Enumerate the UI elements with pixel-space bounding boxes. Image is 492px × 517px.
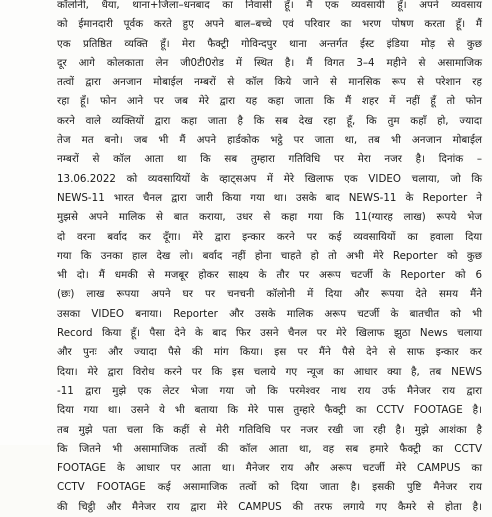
text-line: दिया गया था। उसने ये भी बताया कि मेरे पास तुम्हारे फैक्ट्री का CCTV FOOTAGE है।: [57, 404, 482, 417]
text-line: उसका VIDEO बनाया। Reporter और उसके मालिक अरूप चटर्जी के बातचीत को भी: [57, 307, 482, 320]
text-line: कि जितने भी असामाजिक तत्वों की कॉल आता था, वह सब हमारे फैक्ट्री का CCTV: [57, 442, 482, 455]
text-line: भी दो। मैं धमकी से मजबूर होकर साक्ष्य के तौर पर अरूप चटर्जी के Reporter को 6: [57, 269, 482, 282]
text-line: (छः) लाख रूपया अपने घर पर चनचनी कॉलोनी में दिया और रूपया देते समय मैंने: [57, 288, 482, 301]
text-line: दिया। मेरे द्वारा विरोध करने पर कि इस चलाये गए न्यूज का आधार क्या है, तब NEWS: [57, 365, 482, 378]
left-margin: [0, 0, 50, 445]
text-line: -11 द्वारा मुझे एक लेटर भेजा गया जो कि परमेश्वर नाथ राय उर्फ मैनेजर राय द्वारा: [57, 384, 482, 397]
text-line: की चिट्ठी और मैनेजर राय द्वारा मेरे CAMPUS की तरफ लगाये गए कैमरे से होता है।: [57, 500, 482, 513]
document-body: [57, 0, 482, 517]
text-line: तेज मत बनो। जब भी मैं अपने हार्डकोक भट्ठे पर जाता था, तब भी अनजान मोबाईल: [57, 134, 482, 147]
text-line: NEWS-11 भारत चैनल द्वारा जारी किया गया था। उसके बाद NEWS-11 के Reporter ने: [57, 191, 482, 204]
text-line: मुझसे अपने मालिक से बात कराया, उधर से कहा गया कि 11(ग्यारह लाख) रूपये भेज: [57, 211, 482, 224]
text-line: एक प्रतिष्ठित व्यक्ति हूँ। मेरा फैक्ट्री गोविन्दपुर थाना अन्तर्गत ईस्ट इंडिया मोड़ से कुछ: [57, 37, 482, 50]
text-line: गया कि उनका हाल देख लो। बर्वाद नहीं होना चाहते हो तो अभी मेरे Reporter को कुछ: [57, 249, 482, 262]
text-line: तब मुझे पता चला कि कहीं से मेरी गतिविधि पर नजर रखी जा रही है। मुझे आशंका है: [57, 423, 482, 436]
text-line: दूर आगे कोलकाता लेन जी0टी0रोड में स्थित है। मैं विगत 3–4 महीने से असामाजिक: [57, 56, 482, 69]
text-line: को ईमानदारी पूर्वक करते हुए अपने बाल–बच्चे एवं परिवार का भरण पोषण करता हूँ। मैं: [57, 18, 482, 31]
text-line: और पुनः और ज्यादा पैसे की मांग किया। इस पर मैंने पैसे देने से साफ इन्कार कर: [57, 346, 482, 359]
text-line: दो वरना बर्वाद कर दूँगा। मेरे द्वारा इन्कार करने पर कई व्यवसायियों का हवाला दिया: [57, 230, 482, 243]
text-line: नम्बरों से कॉल आता था कि सब तुम्हारा गतिविधि पर मेरा नजर है। दिनांक –: [57, 153, 482, 166]
text-line: कॉलोनी, धैया, थाना+जिला–धनबाद का निवासी हूँ। मैं एक व्यवसायी हूँ। अपने व्यवसाय: [57, 0, 482, 11]
text-line: Record किया हूँ। पैसा देने के बाद फिर उसने चैनल पर मेरे खिलाफ झुठा News चलाया: [57, 327, 482, 340]
text-line: CCTV FOOTAGE कई असामाजिक तत्वों को दिया जाता है। इसकी पुष्टि मैनेजर राय: [57, 481, 483, 494]
text-line: FOOTAGE के आधार पर आता था। मैनेजर राय और अरूप चटर्जी मेरे CAMPUS का: [57, 462, 482, 475]
text-line: रहा हूँ। फोन आने पर जब मेरे द्वारा यह कहा जाता कि मैं शहर में नहीं हूँ तो फोन: [57, 95, 482, 108]
text-line: तत्वों द्वारा अनजान मोबाईल नम्बरों से कॉल किये जाने से मानसिक रूप से परेशान रह: [57, 76, 482, 89]
text-line: 13.06.2022 को व्यवसायियों के व्हाट्सअप में मेरे खिलाफ एक VIDEO चलाया, जो कि: [57, 172, 482, 185]
text-line: करने वाले व्यक्तियों द्वारा कहा जाता है कि सब देख रहा हूँ, कि तुम कहाँ हो, ज्यादा: [57, 114, 482, 127]
